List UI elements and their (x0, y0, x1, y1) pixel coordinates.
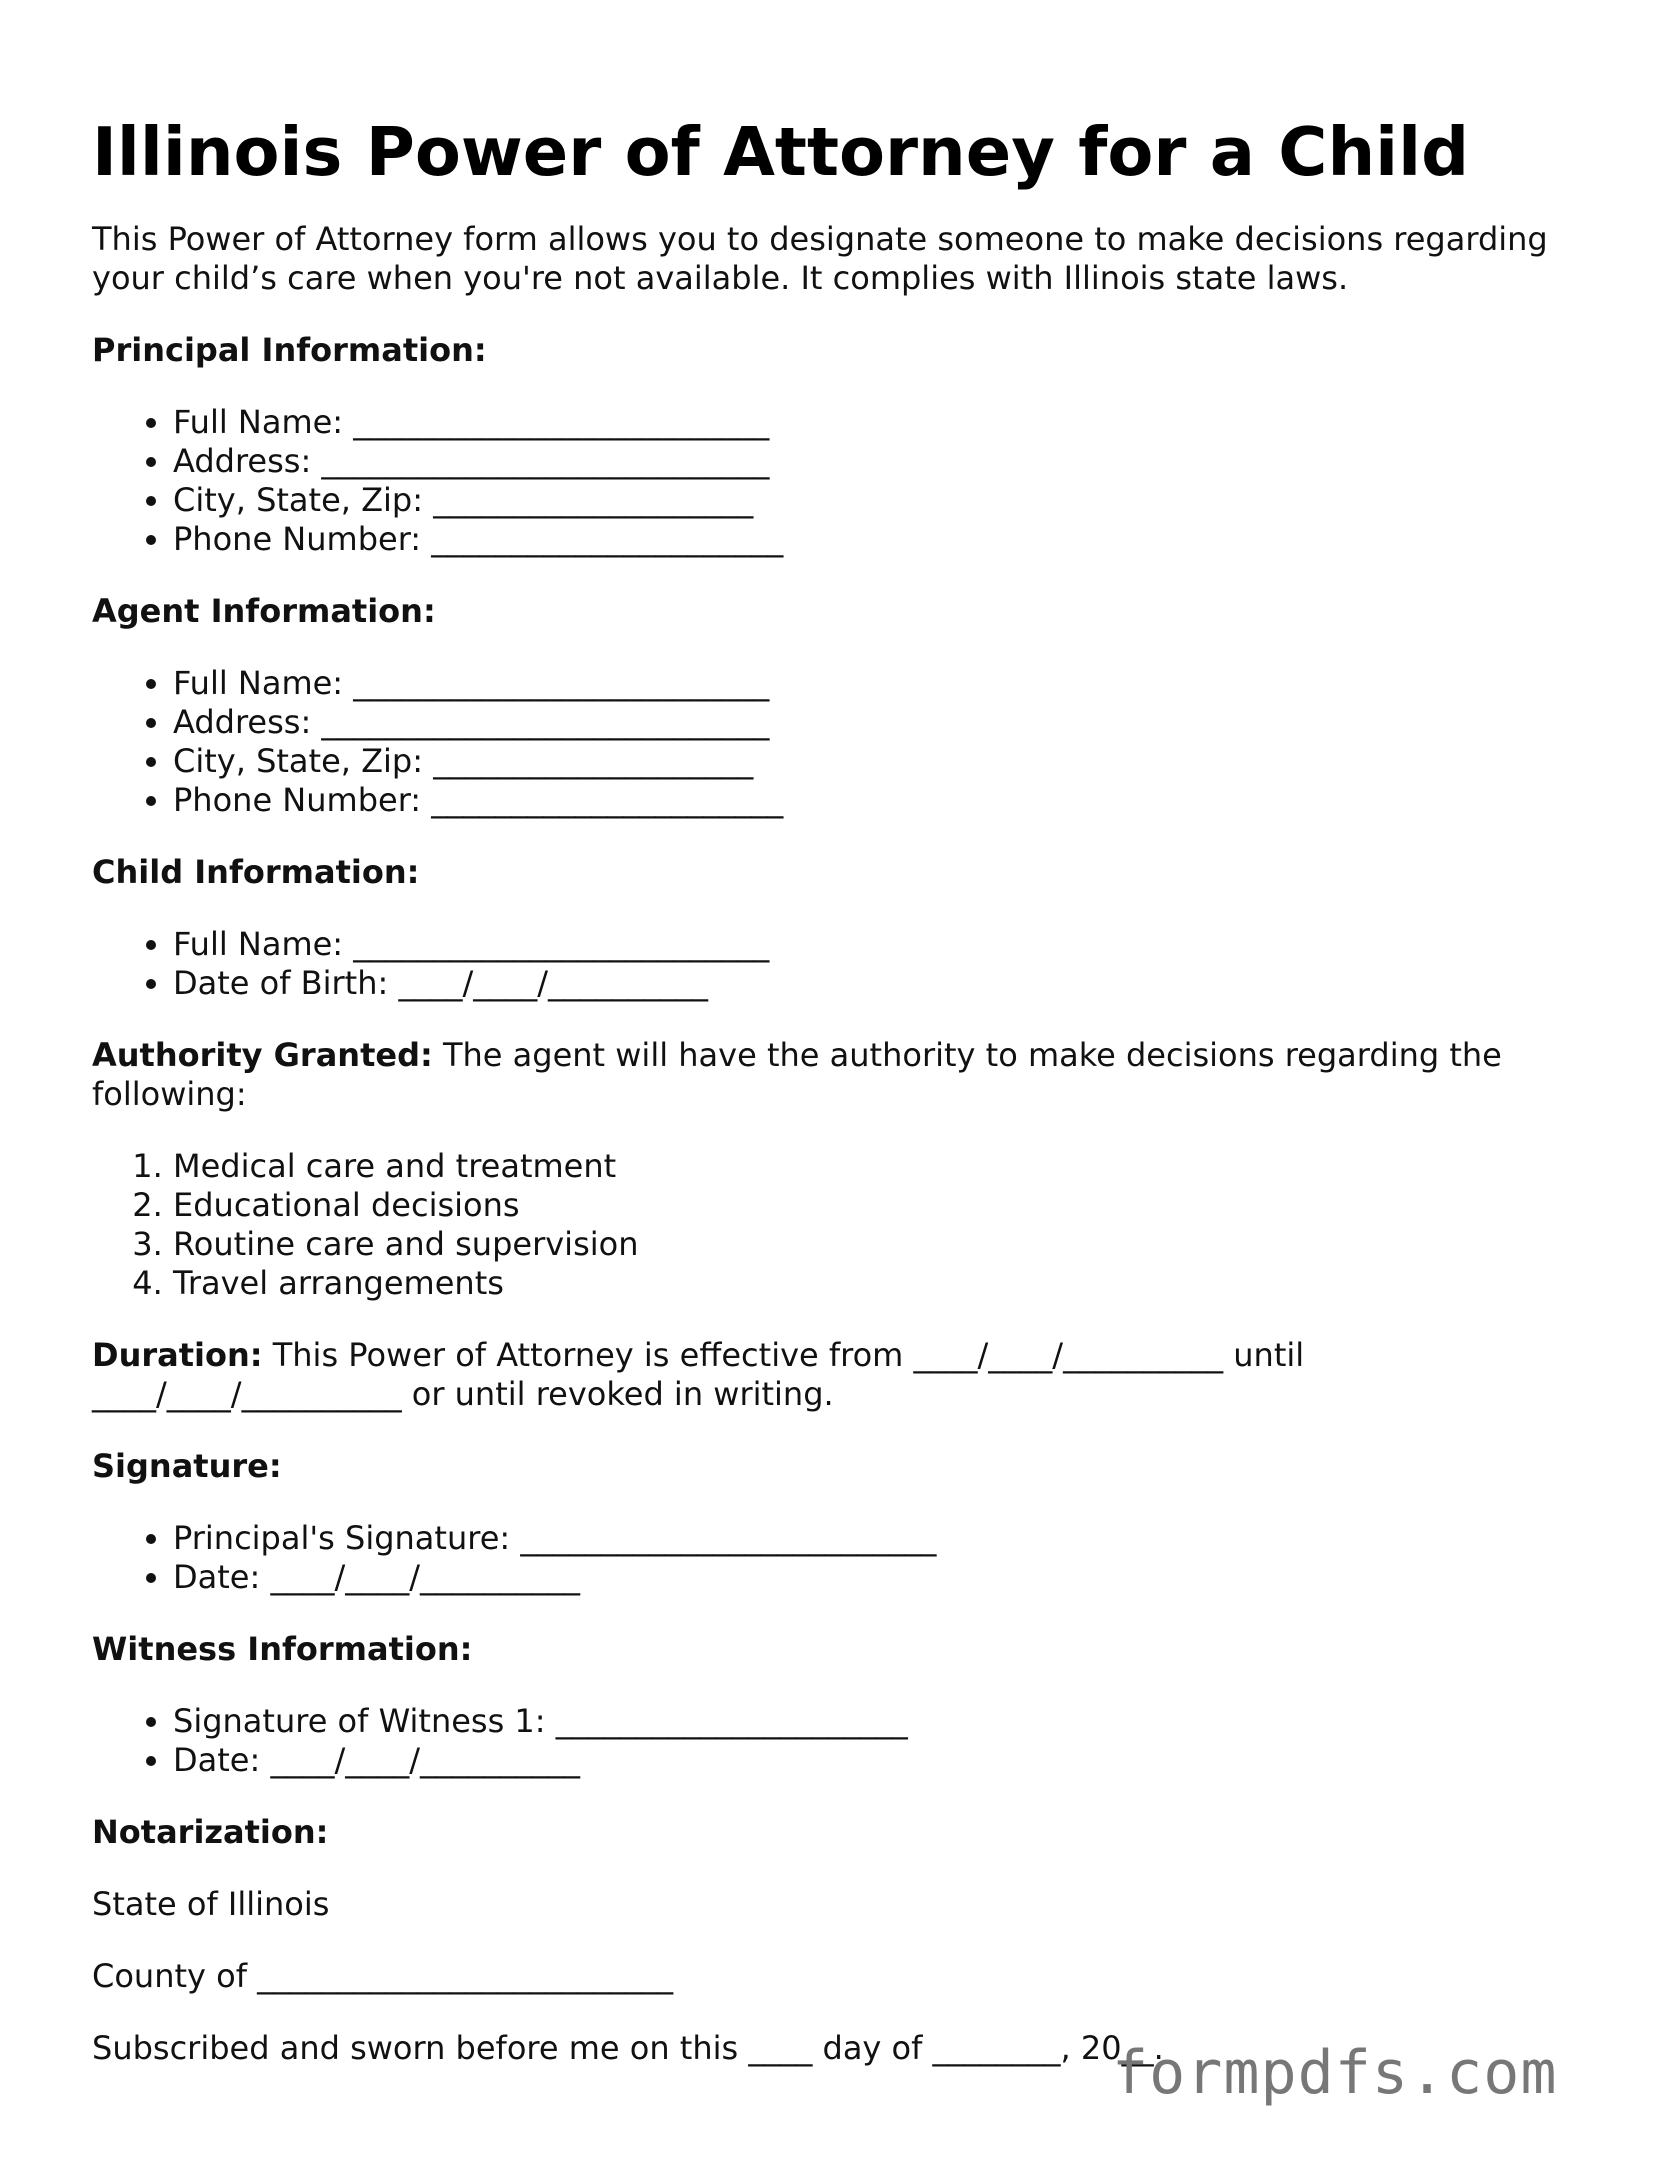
intro-paragraph: This Power of Attorney form allows you to designate someone to make decisions regarding your child’s care when you're not available. It complies with Illinois state laws. (92, 220, 1548, 297)
witness-heading: Witness Information: (92, 1630, 473, 1668)
agent-address: • Address: ____________________________ (173, 703, 1592, 742)
agent-city-state-zip: • City, State, Zip: ____________________ (173, 742, 1592, 781)
signature-date: • Date: ____/____/__________ (173, 1558, 1592, 1597)
agent-phone: • Phone Number: ______________________ (173, 781, 1592, 820)
principal-phone: • Phone Number: ______________________ (173, 520, 1592, 559)
child-list (92, 925, 1592, 1003)
agent-full-name: • Full Name: __________________________ (173, 664, 1592, 703)
authority-text: The agent will have the authority to make decisions regarding the following: (92, 1036, 1502, 1113)
witness-list (92, 1702, 1592, 1780)
notarization-heading: Notarization: (92, 1813, 329, 1851)
principal-list (92, 403, 1592, 559)
principal-full-name: • Full Name: __________________________ (173, 403, 1592, 442)
signature-heading: Signature: (92, 1447, 282, 1485)
principal-heading: Principal Information: (92, 331, 487, 369)
notary-sworn: Subscribed and sworn before me on this ____ day of ________, 20__. (92, 2029, 1164, 2067)
child-date-of-birth: • Date of Birth: ____/____/__________ (173, 964, 1592, 1003)
duration-text: This Power of Attorney is effective from ____/____/__________ until ____/____/__________ or until revoked in writing. (92, 1336, 1305, 1413)
principal-city-state-zip: • City, State, Zip: ____________________ (173, 481, 1592, 520)
authority-list (92, 1147, 1592, 1303)
page-title: Illinois Power of Attorney for a Child (92, 113, 1470, 191)
witness-date: • Date: ____/____/__________ (173, 1741, 1592, 1780)
authority-label: Authority Granted: (92, 1036, 433, 1074)
signature-list (92, 1519, 1592, 1597)
witness-signature: • Signature of Witness 1: ______________________ (173, 1702, 1592, 1741)
child-full-name: • Full Name: __________________________ (173, 925, 1592, 964)
authority-item: 2. Educational decisions (173, 1186, 1592, 1225)
principal-address: • Address: ____________________________ (173, 442, 1592, 481)
agent-list (92, 664, 1592, 820)
notary-county: County of __________________________ (92, 1957, 674, 1995)
authority-item: 4. Travel arrangements (173, 1264, 1592, 1303)
duration-label: Duration: (92, 1336, 263, 1374)
authority-item: 3. Routine care and supervision (173, 1225, 1592, 1264)
watermark: formpdfs.com (1112, 2038, 1558, 2108)
document-page (92, 112, 1592, 2101)
child-heading: Child Information: (92, 853, 420, 891)
authority-item: 1. Medical care and treatment (173, 1147, 1592, 1186)
duration-paragraph (92, 1336, 1592, 1414)
agent-heading: Agent Information: (92, 592, 436, 630)
authority-paragraph (92, 1036, 1592, 1114)
principal-signature: • Principal's Signature: __________________________ (173, 1519, 1592, 1558)
notary-state: State of Illinois (92, 1885, 330, 1923)
